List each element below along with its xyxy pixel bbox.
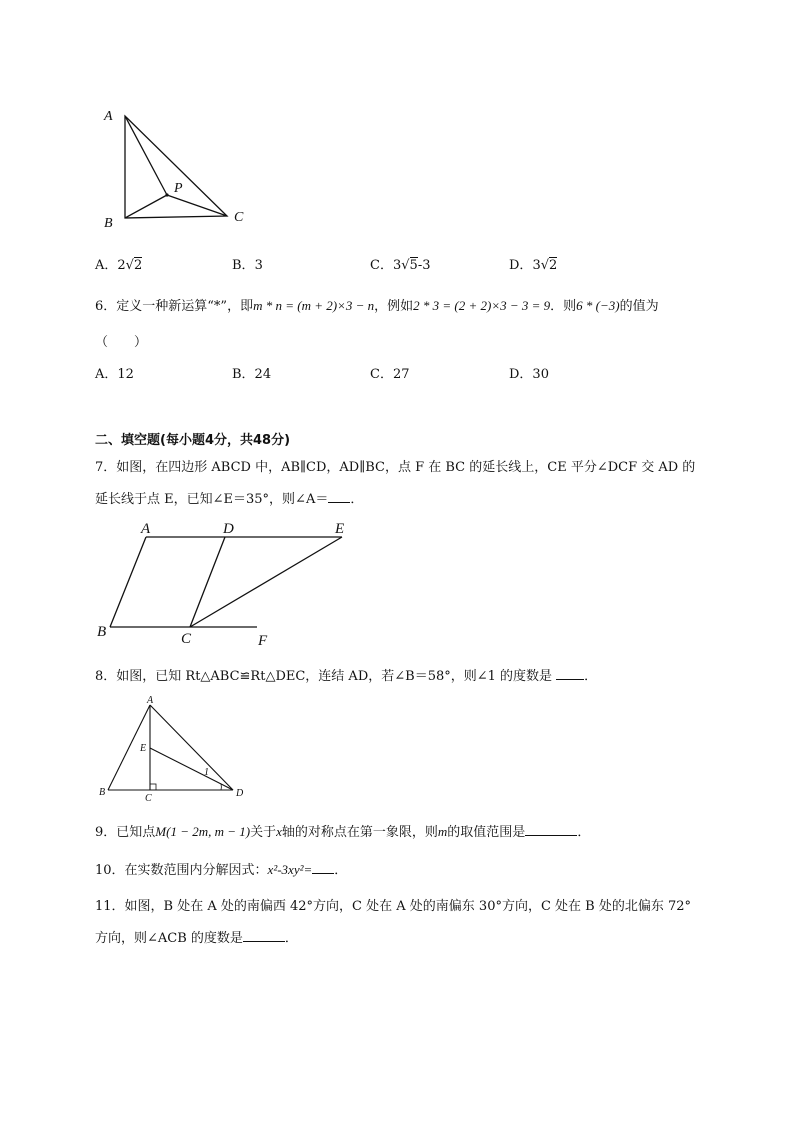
section-2-heading: 二、填空题(每小题4分，共48分) bbox=[95, 433, 291, 448]
q10-question: 10．在实数范围内分解因式：x²-3xy²= ． bbox=[95, 862, 348, 878]
label-c: C bbox=[234, 210, 244, 225]
label-b: B bbox=[104, 216, 113, 231]
q5-option-a[interactable]: A．2√2 bbox=[95, 258, 143, 273]
q7-line1: 7．如图，在四边形 ABCD 中，AB∥CD，AD∥BC，点 F 在 BC 的延长线上，CE 平分∠DCF 交 AD 的 bbox=[95, 460, 696, 475]
q5-option-d[interactable]: D．3√2 bbox=[509, 258, 558, 273]
label-a: A bbox=[147, 695, 154, 706]
label-a: A bbox=[141, 521, 151, 537]
q9-point: M(1 − 2m, m − 1) bbox=[155, 824, 251, 839]
label-p: P bbox=[174, 181, 183, 196]
q6-option-b[interactable]: B．24 bbox=[232, 367, 272, 382]
label-c: C bbox=[145, 793, 152, 804]
q6-formula: m * n = (m + 2)×3 − n bbox=[253, 298, 375, 313]
q5-option-c[interactable]: C．3√5-3 bbox=[370, 258, 431, 273]
q6-option-d[interactable]: D．30 bbox=[509, 367, 549, 382]
q7-line2: 延长线于点 E，已知∠E＝35°，则∠A＝ ． bbox=[95, 492, 364, 507]
label-f: F bbox=[258, 633, 268, 649]
q6-option-a[interactable]: A．12 bbox=[95, 367, 134, 382]
q5-option-b[interactable]: B．3 bbox=[232, 258, 263, 273]
label-b: B bbox=[99, 787, 106, 798]
label-e: E bbox=[335, 521, 345, 537]
label-c: C bbox=[181, 631, 192, 647]
q6-question: 6．定义一种新运算“*”，即m * n = (m + 2)×3 − n，例如2 * 3 = (2 + 2)×3 − 3 = 9．则6 * (−3)的值为 bbox=[95, 298, 659, 314]
q11-line1: 11．如图，B 处在 A 处的南偏西 42°方向，C 处在 A 处的南偏东 30°方向，C 处在 B 处的北偏东 72° bbox=[95, 899, 692, 914]
q7-figure bbox=[92, 515, 362, 650]
point-p-dot bbox=[165, 193, 168, 196]
q10-expression: x²-3xy²= bbox=[267, 862, 313, 877]
label-a: A bbox=[104, 109, 113, 124]
q8-answer-blank[interactable] bbox=[556, 668, 584, 680]
label-d: D bbox=[236, 788, 244, 799]
q5-figure bbox=[95, 100, 265, 235]
q6-example: 2 * 3 = (2 + 2)×3 − 3 = 9 bbox=[413, 298, 551, 313]
q8-question: 8．如图，已知 Rt△ABC≌Rt△DEC，连结 AD，若∠B＝58°，则∠1 的度数是 ． bbox=[95, 669, 598, 684]
label-e: E bbox=[140, 743, 147, 754]
q9-question: 9．已知点M(1 − 2m, m − 1)关于x轴的对称点在第一象限，则m的取值范围是 ． bbox=[95, 824, 591, 840]
q6-option-c[interactable]: C．27 bbox=[370, 367, 410, 382]
q11-line2: 方向，则∠ACB 的度数是 ． bbox=[95, 931, 298, 946]
q9-answer-blank[interactable] bbox=[525, 824, 577, 836]
label-angle-1: 1 bbox=[204, 767, 209, 778]
q10-answer-blank[interactable] bbox=[312, 862, 334, 874]
q6-answer-paren: （ ） bbox=[95, 335, 148, 350]
label-b: B bbox=[97, 624, 107, 640]
q7-answer-blank[interactable] bbox=[328, 491, 350, 503]
q8-figure bbox=[95, 692, 255, 804]
q11-answer-blank[interactable] bbox=[243, 930, 285, 942]
q6-ask: 6 * (−3) bbox=[576, 298, 620, 313]
label-d: D bbox=[223, 521, 234, 537]
right-angle-mark bbox=[150, 784, 156, 790]
